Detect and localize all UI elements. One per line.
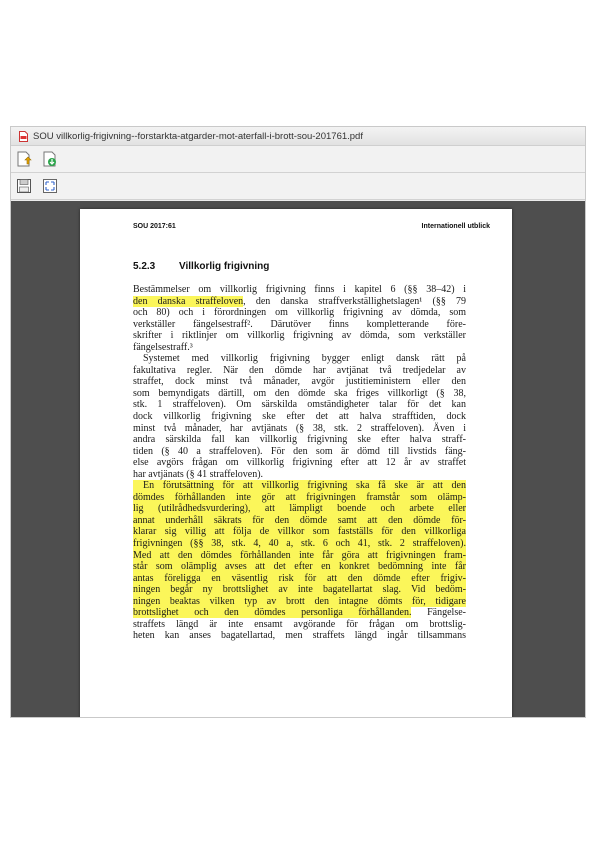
text-line: annat underhåll säkrats för den dömde samt att den dömde för- xyxy=(133,514,466,526)
open-document-icon[interactable] xyxy=(15,150,33,168)
section-heading xyxy=(133,261,269,272)
fit-page-icon[interactable] xyxy=(41,177,59,195)
text-line: tiden (§ 40 a straffeloven). För den som är dömd till livstids fäng- xyxy=(133,445,466,457)
text-line: skrifter i riktlinjer om villkorlig frigivning av dömda, som verkställer xyxy=(133,330,466,342)
paragraph-2 xyxy=(133,353,466,480)
text-line: minst två månader, har avtjänats (§ 38, stk. 2 straffeloven). Även i xyxy=(133,422,466,434)
text-line: står som olämplig avses att det efter en konkret bedömning inte får xyxy=(133,561,466,573)
toolbar-row-1 xyxy=(11,146,585,173)
paragraph-3-highlighted[interactable] xyxy=(133,480,466,642)
text-line: som bemyndigats därtill, om den dömde ska friges villkorligt (§ 38, xyxy=(133,387,466,399)
header-right: Internationell utblick xyxy=(421,223,490,230)
text-line: har avtjänats (§ 41 straffeloven). xyxy=(133,468,264,480)
text-line: ningen begår ny brottslighet av inte bagatellartat slag. Vid bedöm- xyxy=(133,584,466,596)
text-line: antas föreligga en väsentlig risk för att den dömde efter frigiv- xyxy=(133,572,466,584)
text-line: stk. 1 straffeloven). Om särskilda omständigheter talar för det kan xyxy=(133,399,466,411)
header-left: SOU 2017:61 xyxy=(133,223,176,230)
text-line: ningen beaktas vilken typ av brott den intagne dömts för, tidigare xyxy=(133,595,466,607)
text-line: klarar sig villig att följa de villkor som fastställs för den villkorliga xyxy=(133,526,466,538)
text-line: heten kan anses bagatellartad, men straffets längd ingår tillsammans xyxy=(133,630,466,642)
text-line: verkställer fängelsestraff². Därutöver finns kompletterande före- xyxy=(133,318,466,330)
document-page xyxy=(80,209,512,718)
text-line: lig (utilrådhedsvurdering), att lämpligt boende och arbete eller xyxy=(133,503,466,515)
text-line: else avgörs frågan om villkorlig frigivning efter att 12 år av straffet xyxy=(133,457,466,469)
pdf-file-icon xyxy=(19,131,28,142)
running-header xyxy=(133,223,490,230)
text-line: och 80) och i förordningen om villkorlig frigivning av dömda, som xyxy=(133,307,466,319)
window-title: SOU villkorlig-frigivning--forstarkta-atgarder-mot-aterfall-i-brott-sou-201761.pdf xyxy=(33,130,363,142)
text-line: brottslighet och den dömdes personliga förhållanden. Fängelse- xyxy=(133,607,466,619)
body-text xyxy=(133,284,466,642)
text-line: dock villkorlig frigivning ske efter det att halva strafftiden, dock xyxy=(133,411,466,423)
text-line: Med att den dömdes förhållanden inte får göra att frigivningen fram- xyxy=(133,549,466,561)
highlighted-text[interactable]: den danska straffeloven xyxy=(133,295,244,307)
text-line: dömdes förhållanden inte gör att frigivningen framstår som olämp- xyxy=(133,491,466,503)
window-titlebar[interactable] xyxy=(11,127,585,146)
text-line: den danska straffeloven, den danska straffverkställighetslagen¹ (§§ 79 xyxy=(133,295,467,307)
document-viewer[interactable] xyxy=(11,201,585,717)
save-icon[interactable] xyxy=(15,177,33,195)
text-line: andra särskilda fall kan villkorlig frigivning ske efter halva straff- xyxy=(133,434,466,446)
text-line: En förutsättning för att villkorlig frigivning ska få ske är att den xyxy=(133,480,466,492)
section-number: 5.2.3 xyxy=(133,261,156,272)
text-line: Bestämmelser om villkorlig frigivning finns i kapitel 6 (§§ 38–42) i xyxy=(133,284,466,295)
text-line: Systemet med villkorlig frigivning bygger enligt dansk rätt på xyxy=(143,353,466,365)
text-line: fängelsestraff.³ xyxy=(133,341,193,353)
text-line: straffets längd är inte ensamt avgörande för frågan om brottslig- xyxy=(133,618,466,630)
pdf-viewer-window xyxy=(10,126,586,718)
text-line: fakultativa regler. När den dömde har avtjänat två tredjedelar av xyxy=(133,364,466,376)
toolbar-row-2 xyxy=(11,173,585,200)
export-document-icon[interactable] xyxy=(41,150,59,168)
paragraph-1 xyxy=(133,284,466,353)
text-line: frigivningen (§§ 38, stk. 4, 40 a, stk. 6 och 41, stk. 2 straffeloven). xyxy=(133,538,466,550)
section-title: Villkorlig frigivning xyxy=(179,261,270,272)
text-line: straffet, dock minst två månader, avgör justitieministern eller den xyxy=(133,376,466,388)
